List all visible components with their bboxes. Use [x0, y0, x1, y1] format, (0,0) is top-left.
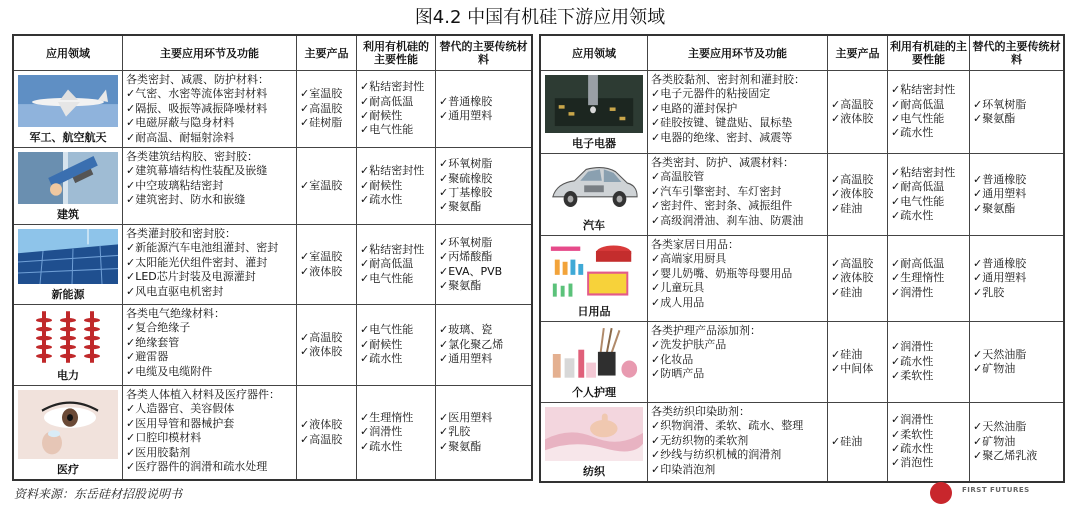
function-cell: [647, 322, 827, 402]
product-item: ✓高温胶: [300, 330, 343, 344]
function-line: ✓口腔印模材料: [126, 431, 202, 445]
performance-cell: [356, 148, 435, 224]
product-item: ✓高温胶: [831, 97, 874, 111]
product-item: ✓高温胶: [831, 256, 874, 270]
product-item: ✓液体胶: [831, 112, 874, 125]
function-line: ✓电子元器件的粘接固定: [651, 87, 771, 101]
performance-item: ✓疏水性: [891, 442, 934, 455]
product-item: ✓液体胶: [831, 271, 874, 285]
function-line: ✓防晒产品: [651, 367, 705, 381]
cosmetics-image: [545, 326, 643, 382]
header-alternatives: 替代的主要传统材料: [435, 36, 531, 70]
header-function: 主要应用环节及功能: [647, 36, 827, 70]
function-line: 各类家居日用品：: [651, 238, 739, 251]
header-performance: 利用有机硅的主要性能: [356, 36, 435, 70]
domain-cell: [541, 154, 647, 235]
product-item: ✓硅树脂: [300, 116, 343, 130]
product-item: ✓室温胶: [300, 178, 343, 192]
domain-cell: [541, 71, 647, 153]
alternative-item: ✓通用塑料: [973, 271, 1027, 285]
alternative-item: ✓氯化聚乙烯: [439, 337, 504, 351]
alternative-item: ✓丁基橡胶: [439, 186, 493, 199]
alternatives-cell: [435, 71, 531, 147]
product-item: ✓硅油: [831, 285, 863, 299]
product-item: ✓液体胶: [831, 187, 874, 201]
function-line: ✓高温胶管: [651, 170, 705, 184]
performance-cell: [356, 386, 435, 479]
alternative-item: ✓聚乙烯乳液: [973, 449, 1038, 463]
alternative-item: ✓聚氨酯: [439, 200, 482, 214]
function-line: ✓医疗器件的润滑和疏水处理: [126, 460, 268, 474]
function-line: ✓高级润滑油、刹车油、防震油: [651, 213, 804, 227]
header-products: 主要产品: [827, 36, 887, 70]
function-line: 各类电气绝缘材料：: [126, 307, 225, 320]
products-cell: [827, 322, 887, 402]
domain-cell: [541, 322, 647, 402]
function-line: ✓建筑幕墙结构性装配及嵌缝: [126, 164, 268, 178]
alternative-item: ✓矿物油: [973, 362, 1016, 375]
performance-item: ✓疏水性: [360, 439, 403, 453]
function-line: ✓耐高温、耐辐射涂料: [126, 130, 235, 144]
performance-item: ✓疏水性: [360, 352, 403, 366]
products-cell: [827, 403, 887, 481]
alternative-item: ✓聚硫橡胶: [439, 171, 493, 185]
alternatives-cell: [969, 236, 1063, 321]
alternative-item: ✓普通橡胶: [439, 94, 493, 108]
function-cell: [122, 386, 296, 479]
performance-item: ✓润滑性: [891, 285, 934, 299]
table-row: [14, 70, 531, 147]
domain-label: 军工、航空航天: [29, 130, 107, 144]
alternative-item: ✓EVA、PVB: [439, 264, 503, 278]
function-cell: [647, 71, 827, 153]
performance-item: ✓耐候性: [360, 337, 403, 351]
header-alternatives: 替代的主要传统材料: [969, 36, 1063, 70]
products-cell: [827, 154, 887, 235]
domain-cell: [14, 71, 122, 147]
right-application-table: [539, 34, 1065, 483]
performance-item: ✓电气性能: [891, 112, 945, 125]
alternative-item: ✓普通橡胶: [973, 256, 1027, 270]
products-cell: [296, 148, 356, 224]
domain-label: 个人护理: [572, 385, 616, 399]
domain-cell: [14, 225, 122, 304]
function-line: ✓高端家用厨具: [651, 252, 727, 266]
performance-item: ✓电气性能: [891, 194, 945, 208]
function-line: ✓硅胶按键、键盘贴、鼠标垫: [651, 116, 793, 130]
performance-item: ✓粘结密封性: [360, 80, 425, 94]
alternative-item: ✓聚氨酯: [973, 112, 1016, 125]
function-line: ✓汽车引擎密封、车灯密封: [651, 184, 782, 198]
performance-item: ✓粘结密封性: [360, 242, 425, 256]
function-line: ✓电路的灌封保护: [651, 101, 738, 115]
function-line: ✓新能源汽车电池组灌封、密封: [126, 241, 279, 255]
function-line: ✓电磁屏蔽与隐身材料: [126, 116, 235, 130]
alternative-item: ✓乳胶: [973, 285, 1005, 299]
alternative-item: ✓矿物油: [973, 434, 1016, 448]
performance-item: ✓耐高低温: [891, 256, 945, 270]
alternatives-cell: [435, 305, 531, 385]
function-line: ✓无纺织物的柔软剂: [651, 433, 749, 447]
domain-label: 医疗: [57, 462, 79, 476]
table-row: [14, 147, 531, 224]
function-cell: [647, 403, 827, 481]
performance-item: ✓耐高低温: [891, 97, 945, 111]
alternatives-cell: [969, 322, 1063, 402]
products-cell: [827, 236, 887, 321]
domain-label: 电子电器: [572, 136, 616, 150]
performance-cell: [887, 403, 969, 481]
function-line: ✓避雷器: [126, 350, 169, 364]
performance-cell: [887, 154, 969, 235]
performance-item: ✓电气性能: [360, 123, 414, 137]
product-item: ✓硅油: [831, 347, 863, 361]
alternative-item: ✓普通橡胶: [973, 172, 1027, 186]
product-item: ✓高温胶: [300, 101, 343, 115]
table-row: [541, 70, 1063, 153]
products-cell: [296, 386, 356, 479]
domain-label: 汽车: [583, 218, 605, 232]
function-line: 各类胶黏剂、密封剂和灌封胶：: [651, 73, 805, 86]
performance-item: ✓润滑性: [360, 425, 403, 439]
products-cell: [827, 71, 887, 153]
performance-item: ✓耐候性: [360, 109, 403, 122]
alternative-item: ✓环氧树脂: [973, 97, 1027, 111]
alternatives-cell: [969, 154, 1063, 235]
function-line: ✓建筑密封、防水和嵌缝: [126, 193, 246, 207]
function-line: ✓风电直驱电机密封: [126, 284, 224, 298]
table-header-row: [14, 36, 531, 70]
performance-cell: [356, 225, 435, 304]
insulator-image: [18, 309, 118, 365]
performance-cell: [887, 322, 969, 402]
domain-cell: [541, 403, 647, 481]
function-cell: [122, 148, 296, 224]
function-line: ✓电缆及电缆附件: [126, 364, 213, 378]
performance-item: ✓粘结密封性: [891, 83, 956, 97]
alternative-item: ✓通用塑料: [973, 187, 1027, 201]
product-item: ✓室温胶: [300, 250, 343, 264]
function-line: ✓中空玻璃粘结密封: [126, 178, 224, 192]
performance-item: ✓耐高低温: [891, 180, 945, 194]
product-item: ✓硅油: [831, 201, 863, 215]
performance-item: ✓消泡性: [891, 456, 934, 470]
product-item: ✓液体胶: [300, 264, 343, 278]
alternatives-cell: [969, 403, 1063, 481]
figure-title: 图4.2 中国有机硅下游应用领域: [414, 7, 666, 28]
domain-cell: [14, 148, 122, 224]
performance-cell: [887, 71, 969, 153]
domain-label: 日用品: [577, 304, 611, 318]
circuit-board-image: [545, 75, 643, 133]
performance-item: ✓耐候性: [360, 178, 403, 192]
product-item: ✓室温胶: [300, 87, 343, 101]
domain-cell: [14, 386, 122, 479]
alternative-item: ✓聚氨酯: [439, 439, 482, 453]
performance-item: ✓疏水性: [891, 354, 934, 368]
alternative-item: ✓环氧树脂: [439, 235, 493, 249]
function-line: ✓密封件、密封条、减振组件: [651, 199, 793, 213]
performance-cell: [887, 236, 969, 321]
function-line: ✓人造器官、美容假体: [126, 402, 235, 416]
product-item: ✓液体胶: [300, 418, 343, 432]
header-products: 主要产品: [296, 36, 356, 70]
alternative-item: ✓天然油脂: [973, 347, 1027, 361]
function-line: ✓成人用品: [651, 295, 705, 309]
performance-item: ✓柔软性: [891, 369, 934, 383]
performance-item: ✓耐高低温: [360, 257, 414, 271]
alternative-item: ✓丙烯酸酯: [439, 250, 493, 264]
function-line: ✓电器的绝缘、密封、减震等: [651, 130, 793, 144]
table-header-row: [541, 36, 1063, 70]
function-cell: [647, 236, 827, 321]
domain-label: 建筑: [57, 207, 79, 221]
table-row: [14, 224, 531, 304]
first-futures-logo-icon: [930, 482, 952, 504]
function-line: ✓儿童玩具: [651, 281, 705, 295]
performance-item: ✓柔软性: [891, 427, 934, 441]
function-cell: [647, 154, 827, 235]
domain-cell: [14, 305, 122, 385]
performance-item: ✓耐高低温: [360, 94, 414, 108]
alternative-item: ✓医用塑料: [439, 410, 493, 424]
function-line: ✓婴儿奶嘴、奶瓶等母婴用品: [651, 266, 793, 280]
function-line: ✓复合绝缘子: [126, 321, 191, 335]
kitchenware-image: [545, 240, 643, 301]
table-row: [541, 235, 1063, 321]
alternative-item: ✓通用塑料: [439, 352, 493, 366]
function-line: ✓太阳能光伏组件密封、灌封: [126, 255, 268, 269]
caulking-gun-image: [18, 152, 118, 204]
domain-label: 电力: [57, 368, 79, 382]
alternative-item: ✓聚氨酯: [973, 201, 1016, 215]
function-line: ✓织物润滑、柔软、疏水、整理: [651, 419, 804, 433]
header-performance: 利用有机硅的主要性能: [887, 36, 969, 70]
function-line: ✓印染消泡剂: [651, 462, 716, 476]
alternatives-cell: [435, 386, 531, 479]
alternative-item: ✓环氧树脂: [439, 157, 493, 171]
alternative-item: ✓乳胶: [439, 425, 471, 439]
header-domain: 应用领域: [46, 46, 90, 60]
performance-cell: [356, 71, 435, 147]
function-line: ✓隔振、吸振等减振降噪材料: [126, 101, 268, 115]
products-cell: [296, 71, 356, 147]
domain-label: 新能源: [51, 287, 85, 301]
function-line: ✓洗发护肤产品: [651, 338, 727, 352]
fabric-image: [545, 407, 643, 461]
car-image: [545, 158, 643, 215]
performance-item: ✓疏水性: [891, 208, 934, 222]
performance-cell: [356, 305, 435, 385]
function-line: 各类纺织印染助剂：: [651, 405, 750, 418]
table-row: [541, 153, 1063, 235]
left-application-table: [12, 34, 533, 481]
header-domain: 应用领域: [572, 46, 616, 60]
function-line: 各类护理产品添加剂：: [651, 324, 761, 337]
products-cell: [296, 305, 356, 385]
logo-text: FIRST FUTURES: [962, 486, 1030, 494]
alternative-item: ✓聚氨酯: [439, 278, 482, 292]
source-note: 资料来源：东岳硅材招股说明书: [14, 487, 183, 501]
function-cell: [122, 305, 296, 385]
alternatives-cell: [435, 225, 531, 304]
function-line: ✓LED芯片封装及电源灌封: [126, 270, 256, 284]
product-item: ✓液体胶: [300, 345, 343, 358]
contact-lens-image: [18, 390, 118, 459]
performance-item: ✓疏水性: [891, 126, 934, 140]
domain-cell: [541, 236, 647, 321]
function-line: 各类密封、减震、防护材料：: [126, 73, 269, 86]
performance-item: ✓生理惰性: [360, 410, 414, 424]
performance-item: ✓粘结密封性: [891, 165, 956, 179]
alternative-item: ✓玻璃、瓷: [439, 323, 493, 337]
alternative-item: ✓天然油脂: [973, 420, 1027, 434]
function-line: 各类建筑结构胶、密封胶：: [126, 150, 258, 163]
product-item: ✓高温胶: [300, 432, 343, 446]
function-cell: [122, 225, 296, 304]
table-row: [14, 385, 531, 479]
performance-item: ✓疏水性: [360, 193, 403, 207]
table-row: [541, 402, 1063, 481]
function-line: 各类密封、防护、减震材料：: [651, 156, 794, 169]
function-line: ✓医用胶黏剂: [126, 445, 191, 459]
product-item: ✓中间体: [831, 362, 874, 375]
product-item: ✓硅油: [831, 434, 863, 448]
function-cell: [122, 71, 296, 147]
domain-label: 纺织: [583, 464, 605, 478]
function-line: ✓化妆品: [651, 352, 694, 366]
performance-item: ✓生理惰性: [891, 271, 945, 285]
alternative-item: ✓通用塑料: [439, 109, 493, 122]
alternatives-cell: [435, 148, 531, 224]
function-line: 各类人体植入材料及医疗器件：: [126, 388, 280, 401]
function-line: ✓气密、水密等流体密封材料: [126, 87, 268, 101]
performance-item: ✓粘结密封性: [360, 164, 425, 178]
table-row: [541, 321, 1063, 402]
function-line: ✓纱线与纺织机械的润滑剂: [651, 448, 782, 462]
performance-item: ✓润滑性: [891, 340, 934, 354]
header-function: 主要应用环节及功能: [122, 36, 296, 70]
performance-item: ✓电气性能: [360, 323, 414, 337]
products-cell: [296, 225, 356, 304]
performance-item: ✓电气性能: [360, 271, 414, 285]
performance-item: ✓润滑性: [891, 413, 934, 427]
airplane-image: [18, 75, 118, 127]
function-line: ✓医用导管和器械护套: [126, 416, 235, 430]
product-item: ✓高温胶: [831, 172, 874, 186]
table-row: [14, 304, 531, 385]
function-line: 各类灌封胶和密封胶：: [126, 227, 236, 240]
solar-panel-image: [18, 229, 118, 284]
function-line: ✓绝缘套管: [126, 335, 180, 349]
alternatives-cell: [969, 71, 1063, 153]
